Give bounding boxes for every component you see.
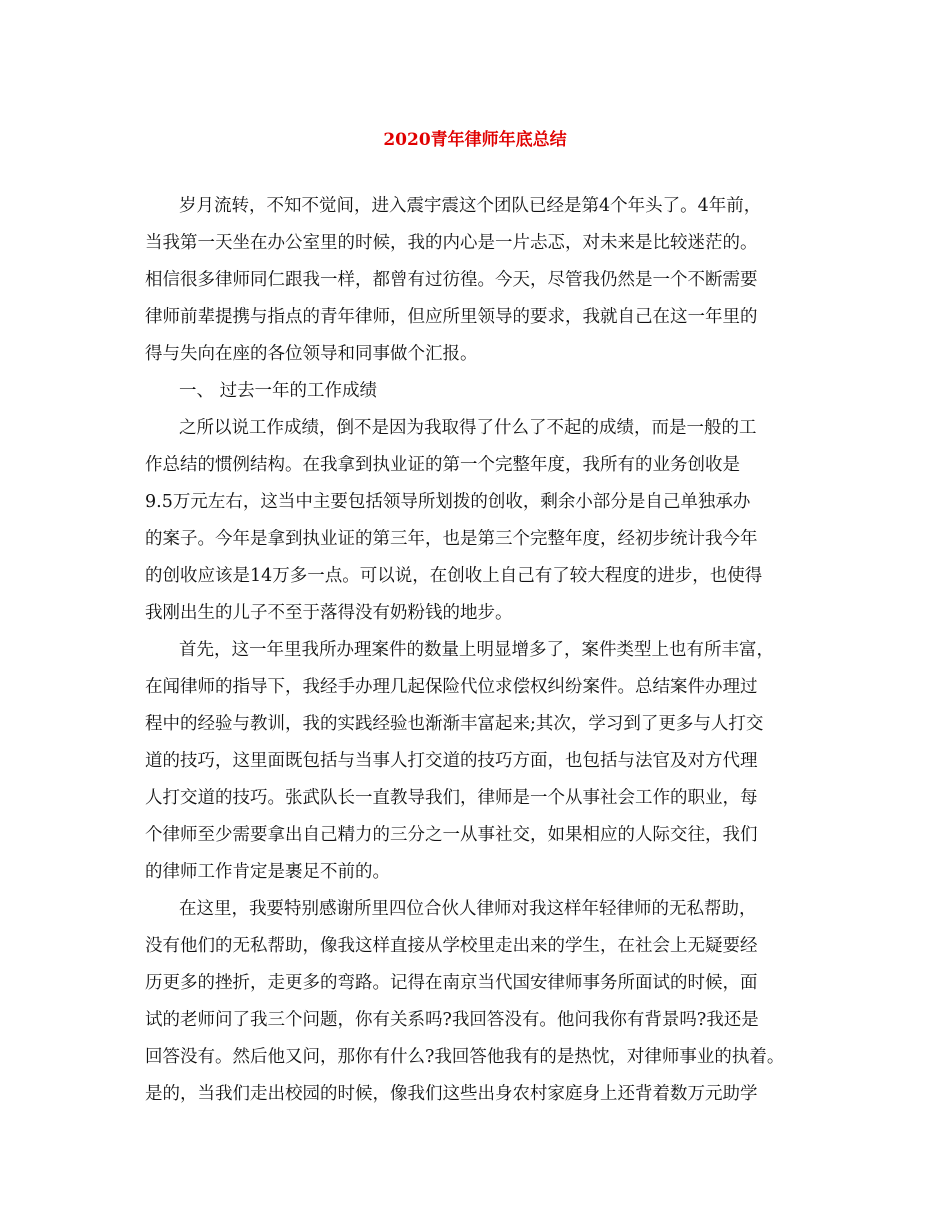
- body-line: 试的老师问了我三个问题，你有关系吗?我回答没有。他问我你有背景吗?我还是: [145, 1010, 759, 1030]
- body-line: 的创收应该是14万多一点。可以说，在创收上自己有了较大程度的进步，也使得: [145, 566, 763, 586]
- document-body: [145, 188, 845, 1113]
- body-line: 程中的经验与教训，我的实践经验也渐渐丰富起来;其次，学习到了更多与人打交: [145, 714, 764, 734]
- body-line: 道的技巧，这里面既包括与当事人打交道的技巧方面，也包括与法官及对方代理: [145, 751, 758, 771]
- section-heading: 一、 过去一年的工作成绩: [179, 381, 378, 401]
- body-line: 历更多的挫折，走更多的弯路。记得在南京当代国安律师事务所面试的时候，面: [145, 973, 758, 993]
- body-line: 当我第一天坐在办公室里的时候，我的内心是一片忐忑，对未来是比较迷茫的。: [145, 233, 758, 253]
- body-line: 在这里，我要特别感谢所里四位合伙人律师对我这样年轻律师的无私帮助，: [179, 899, 757, 919]
- body-line: 的律师工作肯定是裹足不前的。: [145, 862, 390, 882]
- body-line: 首先，这一年里我所办理案件的数量上明显增多了，案件类型上也有所丰富，: [179, 640, 774, 660]
- body-line: 律师前辈提携与指点的青年律师，但应所里领导的要求，我就自己在这一年里的: [145, 307, 758, 327]
- body-line: 在闻律师的指导下，我经手办理几起保险代位求偿权纠纷案件。总结案件办理过: [145, 677, 758, 697]
- body-line: 相信很多律师同仁跟我一样，都曾有过彷徨。今天，尽管我仍然是一个不断需要: [145, 270, 758, 290]
- body-line: 9.5万元左右，这当中主要包括领导所划拨的创收，剩余小部分是自己单独承办: [145, 492, 751, 512]
- body-line: 的案子。今年是拿到执业证的第三年，也是第三个完整年度，经初步统计我今年: [145, 529, 758, 549]
- document-title: 2020青年律师年底总结: [383, 130, 567, 150]
- body-line: 个律师至少需要拿出自己精力的三分之一从事社交，如果相应的人际交往，我们: [145, 825, 758, 845]
- body-line: 人打交道的技巧。张武队长一直教导我们，律师是一个从事社会工作的职业，每: [145, 788, 758, 808]
- body-line: 没有他们的无私帮助，像我这样直接从学校里走出来的学生，在社会上无疑要经: [145, 936, 758, 956]
- body-line: 得与失向在座的各位领导和同事做个汇报。: [145, 344, 478, 364]
- body-line: 回答没有。然后他又问，那你有什么?我回答他我有的是热忱，对律师事业的执着。: [145, 1047, 785, 1067]
- body-line: 之所以说工作成绩，倒不是因为我取得了什么了不起的成绩，而是一般的工: [179, 418, 757, 438]
- body-line: 我刚出生的儿子不至于落得没有奶粉钱的地步。: [145, 603, 513, 623]
- body-line: 是的，当我们走出校园的时候，像我们这些出身农村家庭身上还背着数万元助学: [145, 1084, 758, 1104]
- body-line: 作总结的惯例结构。在我拿到执业证的第一个完整年度，我所有的业务创收是: [145, 455, 740, 475]
- body-line: 岁月流转，不知不觉间，进入震宇震这个团队已经是第4个年头了。4年前，: [179, 196, 762, 216]
